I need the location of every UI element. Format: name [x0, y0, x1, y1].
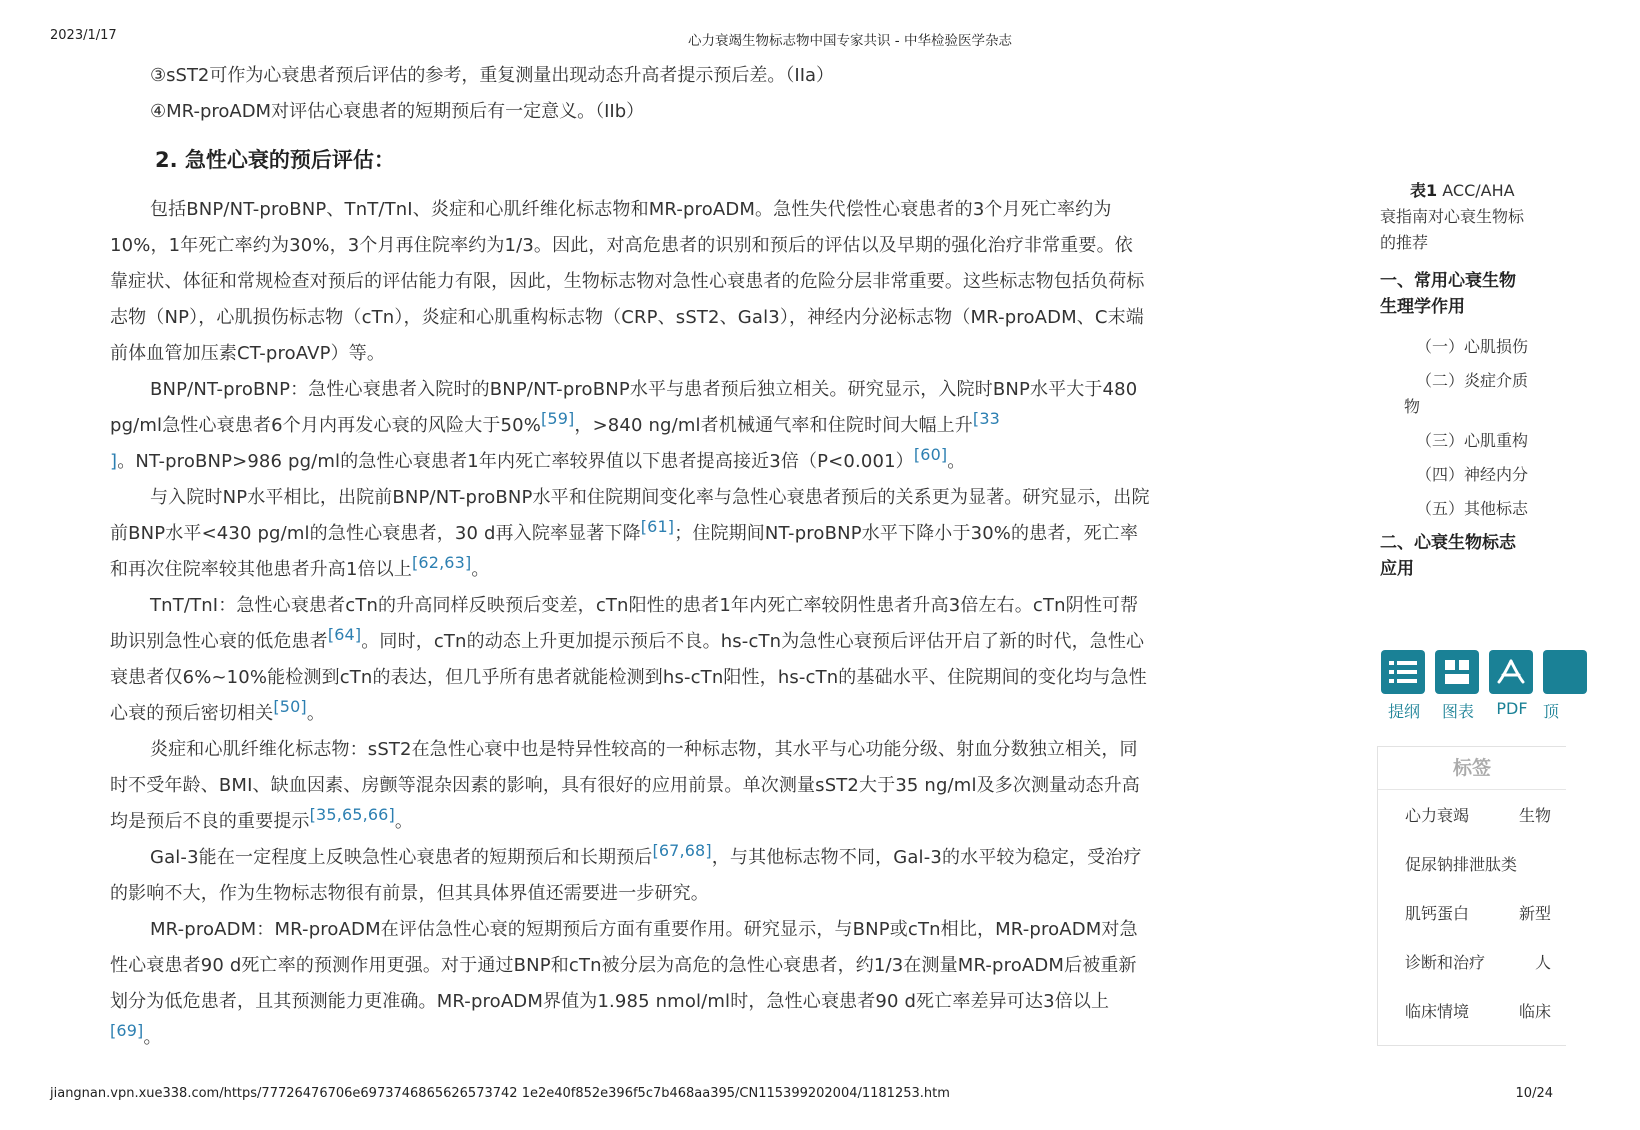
outline-section-1[interactable]: 一、常用心衰生物 生理学作用 [1380, 271, 1516, 317]
citation-35-65-66[interactable]: [35,65,66] [309, 805, 395, 824]
tag[interactable]: 人 [1535, 953, 1552, 972]
paragraph-intro: 包括BNP/NT-proBNP、TnT/TnI、炎症和心肌纤维化标志物和MR-proADM。急性失代偿性心衰患者的3个月死亡率约为10%，1年死亡率约为30%，3个月再住院率约为1/3。因此，对高危患者的识别和预后的评估以及早期的强化治疗非常重要。依靠症状、体征和常规检查对预后的评估能力有限，因此，生物标志物对急性心衰患者的危险分层非常重要。这些标志物包括负荷标志物（NP），心肌损伤标志物（cTn），炎症和心肌重构标志物（CRP、sST2、Gal3），神经内分泌标志物（MR-proADM、C末端前体血管加压素CT-proAVP）等。 [110, 199, 1145, 364]
citation-67-68[interactable]: [67,68] [652, 841, 712, 860]
outline-item-neuroendocrine[interactable]: （四）神经内分 [1416, 465, 1529, 484]
tags-panel [1377, 746, 1566, 1046]
figures-button[interactable]: 图表 [1435, 650, 1481, 722]
citation-33-close[interactable]: ] [110, 451, 118, 472]
citation-60[interactable]: [60] [913, 445, 948, 464]
print-header-title: 心力衰竭生物标志物中国专家共识 - 中华检验医学杂志 [688, 33, 1012, 49]
paragraph-tnt: TnT/TnI：急性心衰患者cTn的升高同样反映预后变差，cTn阳性的患者1年内死亡率较阴性患者升高3倍左右。cTn阴性可帮助识别急性心衰的低危患者[64]。同时，cTn的动态上升更加提示预后不良。hs-cTn为急性心衰预后评估开启了新的时代，急性心衰患者仅6%~10%能检测到cTn的表达，但几乎所有患者就能检测到hs-cTn阳性，hs-cTn的基础水平、住院期间的变化均与急性心衰的预后密切相关[50]。 [110, 595, 1147, 724]
paragraph-np-discharge: 与入院时NP水平相比，出院前BNP/NT-proBNP水平和住院期间变化率与急性心衰患者预后的关系更为显著。研究显示，出院前BNP水平<430 pg/ml的急性心衰患者，30 d再入院率显著下降[61]；住院期间NT-proBNP水平下降小于30%的患者，死亡率和再次住院率较其他患者升高1倍以上[62,63]。 [110, 487, 1150, 580]
tag[interactable]: 诊断和治疗 [1405, 953, 1486, 972]
citation-61[interactable]: [61] [640, 517, 675, 536]
citation-50[interactable]: [50] [273, 697, 307, 716]
outline-table-1[interactable]: 表1 ACC/AHA 衰指南对心衰生物标 的推荐 [1380, 181, 1525, 252]
citation-64[interactable]: [64] [327, 625, 362, 644]
outline-item-other-markers[interactable]: （五）其他标志 [1416, 499, 1529, 518]
print-url: jiangnan.vpn.xue338.com/https/77726476706e6973746865626573742 1e2e40f852e396f5c7b468aa395/CN115399202004/1181253.htm [50, 1086, 950, 1101]
recommendation-3: ③sST2可作为心衰患者预后评估的参考，重复测量出现动态升高者提示预后差。（IIa） [150, 65, 835, 86]
grid-icon [1435, 650, 1479, 694]
tag[interactable]: 促尿钠排泄肽类 [1405, 855, 1518, 874]
list-icon [1381, 650, 1425, 694]
recommendation-4: ④MR-proADM对评估心衰患者的短期预后有一定意义。（IIb） [150, 101, 645, 122]
tag[interactable]: 肌钙蛋白 [1405, 904, 1470, 923]
paragraph-mr-proadm: MR-proADM：MR-proADM在评估急性心衰的短期预后方面有重要作用。研究显示，与BNP或cTn相比，MR-proADM对急性心衰患者90 d死亡率的预测作用更强。对于通过BNP和cTn被分层为高危的急性心衰患者，约1/3在测量MR-proADM后被重新划分为低危患者，且其预测能力更准确。MR-proADM界值为1.985 nmol/ml时，急性心衰患者90 d死亡率差异可达3倍以上[69]。 [110, 919, 1138, 1048]
outline-item-remodeling[interactable]: （三）心肌重构 [1416, 431, 1529, 450]
tag-row [1378, 937, 1566, 986]
tag[interactable]: 心力衰竭 [1405, 806, 1470, 825]
tag-row [1378, 986, 1566, 1035]
tag[interactable]: 临床情境 [1405, 1002, 1470, 1021]
page-number: 10/24 [1515, 1086, 1553, 1101]
tags-heading: 标签 [1378, 747, 1566, 790]
tag[interactable]: 临床 [1519, 1002, 1552, 1021]
outline-item-inflammation[interactable]: （二）炎症介质 [1416, 371, 1529, 390]
paragraph-sst2: 炎症和心肌纤维化标志物：sST2在急性心衰中也是特异性较高的一种标志物，其水平与心功能分级、射血分数独立相关，同时不受年龄、BMI、缺血因素、房颤等混杂因素的影响，具有很好的应用前景。单次测量sST2大于35 ng/ml及多次测量动态升高均是预后不良的重要提示[35,65,66]。 [110, 739, 1140, 832]
tag[interactable]: 生物 [1519, 806, 1552, 825]
tool-buttons [1381, 650, 1560, 722]
outline-item-inflammation-cont[interactable]: 物 [1404, 397, 1421, 416]
article-body [110, 58, 1150, 1056]
top-button[interactable]: 顶 [1543, 650, 1557, 722]
section-heading: 2. 急性心衰的预后评估： [155, 148, 395, 172]
tag-row [1378, 790, 1566, 839]
tag-row [1378, 888, 1566, 937]
print-date: 2023/1/17 [50, 28, 117, 43]
citation-69[interactable]: [69] [110, 1021, 144, 1040]
citation-59[interactable]: [59] [540, 409, 575, 428]
paragraph-gal3: Gal-3能在一定程度上反映急性心衰患者的短期预后和长期预后[67,68]，与其他标志物不同，Gal-3的水平较为稳定，受治疗的影响不大，作为生物标志物很有前景，但其具体界值还需要进一步研究。 [110, 841, 1142, 904]
pdf-icon [1489, 650, 1533, 694]
outline-button[interactable]: 提纲 [1381, 650, 1427, 722]
outline-item-myocardial-injury[interactable]: （一）心肌损伤 [1416, 337, 1529, 356]
paragraph-bnp: BNP/NT-proBNP：急性心衰患者入院时的BNP/NT-proBNP水平与患者预后独立相关。研究显示，入院时BNP水平大于480 pg/ml急性心衰患者6个月内再发心衰的风险大于50%[59]，>840 ng/ml者机械通气率和住院时间大幅上升[33 ]。NT-proBNP>986 pg/ml的急性心衰患者1年内死亡率较界值以下患者提高接近3倍（P<0.001）[60]。 [110, 379, 1138, 472]
citation-33[interactable]: [33 [972, 409, 1000, 428]
citation-62-63[interactable]: [62,63] [412, 553, 472, 572]
tag-row [1378, 839, 1566, 888]
top-icon [1543, 650, 1587, 694]
pdf-button[interactable]: PDF [1489, 650, 1535, 722]
tag[interactable]: 新型 [1519, 904, 1552, 923]
outline-section-2[interactable]: 二、心衰生物标志 应用 [1380, 533, 1516, 579]
